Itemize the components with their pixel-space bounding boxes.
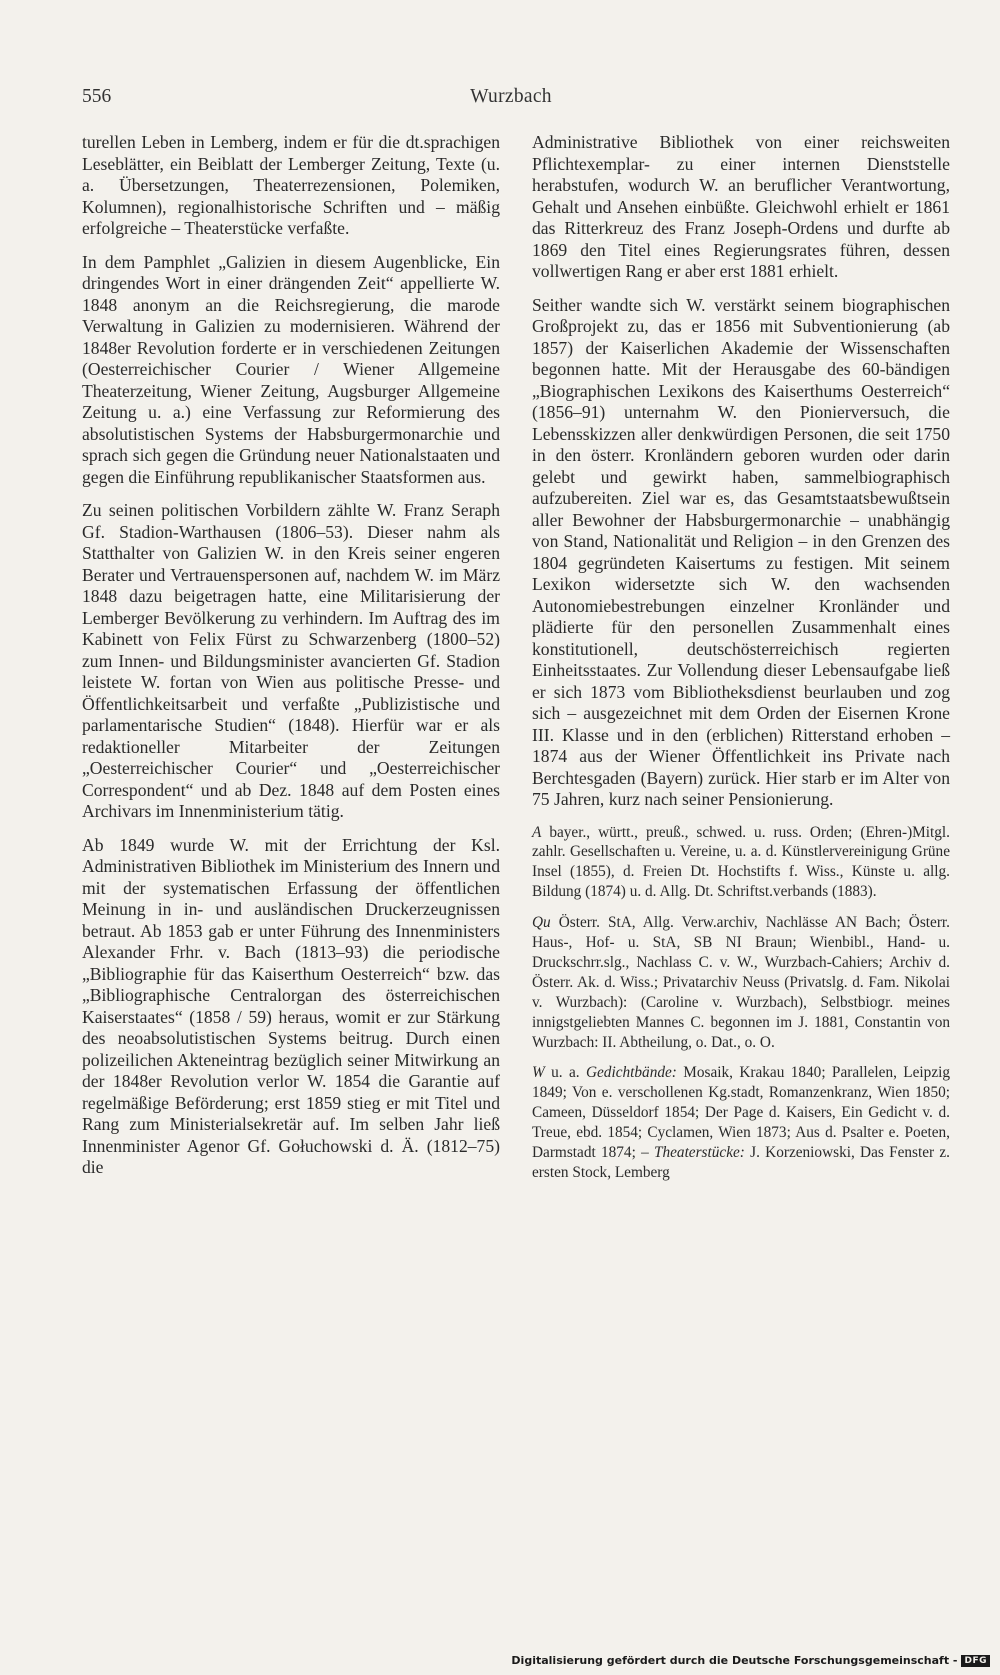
right-column bbox=[532, 132, 950, 1194]
works-section bbox=[532, 1063, 950, 1182]
works-genre-poetry: Gedichtbände: bbox=[585, 1064, 677, 1082]
works-pre: u. a. bbox=[551, 1064, 580, 1082]
running-head: Wurzbach bbox=[470, 86, 552, 107]
footer-text: Digitalisierung gefördert durch die Deutsche Forschungsgemeinschaft - bbox=[511, 1654, 958, 1667]
sources-label: Qu bbox=[532, 914, 551, 932]
left-column bbox=[82, 132, 500, 1191]
dfg-logo: DFG bbox=[961, 1655, 990, 1667]
works-label: W bbox=[532, 1064, 545, 1082]
sources-text: Österr. StA, Allg. Verw.archiv, Nachlässe AN Bach; Österr. Haus-, Hof- u. StA, SB NI Braun; Wienbibl., Hand- u. Druckschrr.slg., Nachlass C. v. W., Wurzbach-Cahiers; Archiv d. Österr. Ak. d. Wiss.; Privatarchiv Neuss (Privatslg. d. Fam. Nikolai v. Wurzbach): (Caroline v. Wurzbach), Selbstbiogr. meines innigstgeliebten Mannes C. begonnen im J. 1881, Constantin von Wurzbach: II. Abtheilung, o. Dat., o. O. bbox=[532, 914, 950, 1051]
paragraph: Ab 1849 wurde W. mit der Errichtung der Ksl. Administrativen Bibliothek im Ministerium des Innern und mit der systematischen Erfassung der öffentlichen Meinung in in- und ausländischen Druckerzeugnissen betraut. Ab 1853 gab er unter Führung des Innenministers Alexander Frhr. v. Bach (1813–93) die periodische „Bibliographie für das Kaiserthum Oesterreich“ bzw. das „Bibliographische Centralorgan des österreichischen Kaiserstaates“ (1858 / 59) heraus, womit er zur Stärkung des neoabsolutistischen Systems beitrug. Durch einen polizeilichen Akteneintrag bezüglich seiner Mitwirkung an der 1848er Revolution verlor W. 1854 die Garantie auf regelmäßige Beförderung; erst 1859 stieg er mit Titel und Rang zum Ministerialsekretär auf. Im selben Jahr ließ Innenminister Agenor Gf. Gołuchowski d. Ä. (1812–75) die bbox=[82, 834, 500, 1177]
paragraph: turellen Leben in Lemberg, indem er für die dt.sprachigen Leseblätter, ein Beiblatt der Lemberger Zeitung, Texte (u. a. Übersetzungen, Theaterrezensionen, Polemiken, Kolumnen), regionalhistorische Schriften und – mäßig erfolgreiche – Theaterstücke verfaßte. bbox=[82, 132, 500, 238]
awards-section bbox=[532, 823, 950, 903]
paragraph: Zu seinen politischen Vorbildern zählte W. Franz Seraph Gf. Stadion-Warthausen (1806–53). Dieser nahm als Statthalter von Galizien W. in den Kreis seiner engeren Berater und Vertrauenspersonen auf, nachdem W. im März 1848 dazu beigetragen hatte, eine Militarisierung der Lemberger Bevölkerung zu verhindern. Im Auftrag des im Kabinett von Felix Fürst zu Schwarzenberg (1800–52) zum Innen- und Bildungsminister avancierten Gf. Stadion leistete W. fortan von Wien aus politische Presse- und Öffentlichkeitsarbeit und verfaßte „Publizistische und parlamentarische Studien“ (1848). Hierfür war er als redaktioneller Mitarbeiter der Zeitungen „Oesterreichischer Courier“ und „Oesterreichischer Correspondent“ und ab Dez. 1848 auf dem Posten eines Archivars im Innenministerium tätig. bbox=[82, 500, 500, 821]
works-text-theater: J. Korzeniowski, Das Fenster z. ersten Stock, Lemberg bbox=[532, 1144, 950, 1181]
page-number: 556 bbox=[82, 86, 112, 107]
works-text-poetry: Mosaik, Krakau 1840; Parallelen, Leipzig 1849; Von e. verschollenen Kg.stadt, Romanzenkranz, Wien 1850; Cameen, Düsseldorf 1854; Der Page d. Kaisers, Ein Gedicht v. d. Treue, ebd. 1854; Cyclamen, Wien 1873; Aus d. Psalter e. Poeten, Darmstadt 1874; – bbox=[532, 1064, 951, 1162]
paragraph: Administrative Bibliothek von einer reichsweiten Pflichtexemplar- zu einer internen Dienststelle herabstufen, wodurch W. an beruflicher Verantwortung, Gehalt und Ansehen einbüßte. Gleichwohl erhielt er 1861 das Ritterkreuz des Franz Joseph-Ordens und durfte ab 1869 den Titel eines Regierungsrates führen, dessen vollwertigen Rang er aber erst 1881 erhielt. bbox=[532, 132, 950, 281]
awards-label: A bbox=[532, 823, 542, 841]
page-header bbox=[82, 86, 940, 114]
awards-text: bayer., württ., preuß., schwed. u. russ. Orden; (Ehren-)Mitgl. zahlr. Gesellschaften u. Vereine, u. a. d. Künstlervereinigung Grüne Insel (1855), d. Freien Dt. Hochstifts f. Wiss., Künste u. allg. Bildung (1874) u. d. Allg. Dt. Schriftst.verbands (1883). bbox=[532, 823, 950, 901]
paragraph: In dem Pamphlet „Galizien in diesem Augenblicke, Ein dringendes Wort in einer drängenden Zeit“ appellierte W. 1848 anonym an die Reichsregierung, die marode Verwaltung in Galizien zu modernisieren. Während der 1848er Revolution forderte er in verschiedenen Zeitungen (Oesterreichischer Courier / Wiener Allgemeine Theaterzeitung, Wiener Zeitung, Augsburger Allgemeine Zeitung u. a.) eine Verfassung zur Reformierung des absolutistischen Systems der Habsburgermonarchie und sprach sich gegen die Gründung neuer Nationalstaaten und gegen die Einführung republikanischer Staatsformen aus. bbox=[82, 251, 500, 487]
works-genre-theater: Theaterstücke: bbox=[653, 1144, 745, 1162]
digitization-footer bbox=[511, 1654, 990, 1667]
paragraph: Seither wandte sich W. verstärkt seinem biographischen Großprojekt zu, das er 1856 mit Subventionierung (ab 1857) der Kaiserlichen Akademie der Wissenschaften begonnen hatte. Mit der Herausgabe des 60-bändigen „Biographischen Lexikons des Kaiserthums Oesterreich“ (1856–91) unternahm W. den Pionierversuch, die Lebensskizzen aller denkwürdigen Personen, die seit 1750 in den österr. Kronländern geboren wurden oder darin gelebt und gewirkt haben, sammelbiographisch aufzubereiten. Ziel war es, das Gesamtstaatsbewußtsein aller Bewohner der Habsburgermonarchie – unabhängig von Stand, Nationalität und Religion – in den Grenzen des 1804 gegründeten Kaisertums zu festigen. Mit seinem Lexikon widersetzte sich W. den wachsenden Autonomiebestrebungen einzelner Kronländer und plädierte für den personellen Zusammenhalt eines konstitutionell, deutschösterreichisch regierten Einheitsstaates. Zur Vollendung dieser Lebensaufgabe ließ er sich 1873 vom Bibliotheksdienst beurlauben und zog sich – ausgezeichnet mit dem Orden der Eisernen Krone III. Klasse und in den (erblichen) Ritterstand erhoben – 1874 aus der Wiener Öffentlichkeit ins Private nach Berchtesgaden (Bayern) zurück. Hier starb er im Alter von 75 Jahren, kurz nach seiner Pensionierung. bbox=[532, 294, 950, 809]
sources-section bbox=[532, 913, 950, 1052]
